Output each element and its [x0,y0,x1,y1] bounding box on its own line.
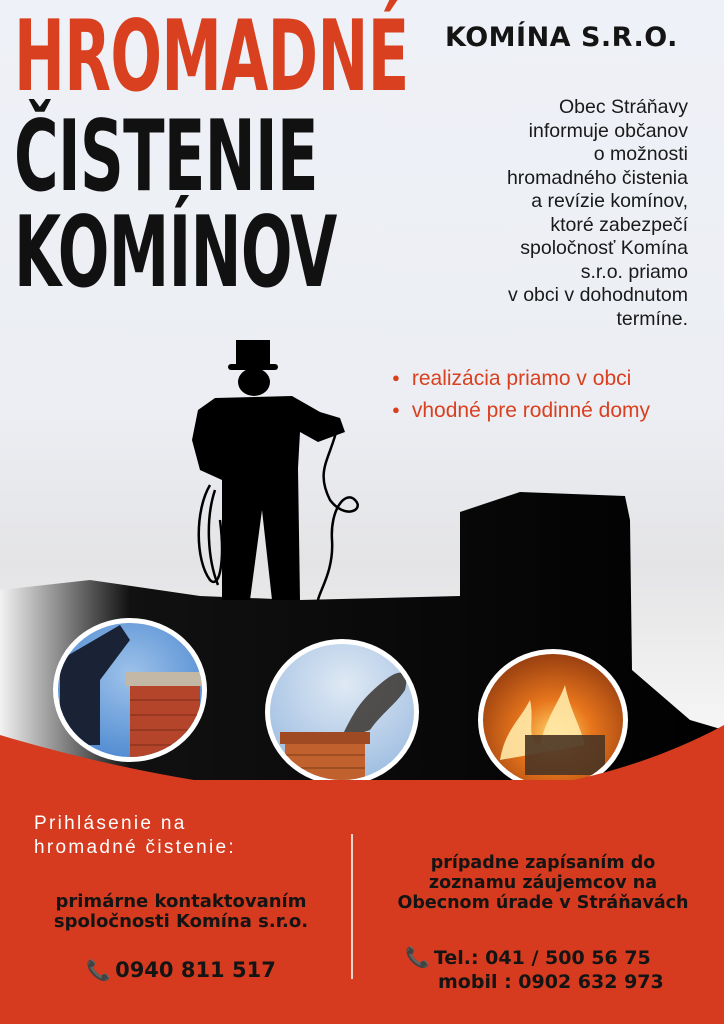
intro-line: informuje občanov [528,119,688,142]
title-line-3: KOMÍNOV [14,196,337,310]
secondary-contact-text [362,853,724,913]
primary-contact-line: primárne kontaktovaním [55,891,307,912]
primary-contact-line: spoločnosti Komína s.r.o. [53,911,309,932]
feature-item: ● vhodné pre rodinné domy [392,394,650,426]
secondary-contact-line: prípadne zapísaním do [430,853,656,873]
intro-line: hromadného čistenia [506,166,688,189]
secondary-contact-line: zoznamu záujemcov na [428,873,658,893]
office-phones [405,945,664,994]
registration-heading-line: Prihlásenie na [34,813,187,834]
intro-line: ktoré zabezpečí [550,213,688,236]
intro-line: Obec Stráňavy [559,96,688,118]
registration-heading [34,812,236,860]
brand-logo-text: KOMÍNA S.R.O. [445,22,678,53]
title-line-1: HROMADNÉ [14,0,409,114]
footer-divider [351,834,353,979]
company-phone [0,958,362,982]
company-phone-number[interactable]: 0940 811 517 [115,958,276,982]
registration-heading-line: hromadné čistenie: [34,837,236,858]
primary-contact-text [0,892,362,932]
sweep-silhouette [192,340,345,600]
secondary-contact-line: Obecnom úrade v Stráňavách [397,893,689,913]
intro-text [428,96,688,331]
feature-item: ● realizácia priamo v obci [392,362,650,394]
title-line-2: ČISTENIE [14,100,318,214]
intro-line: a revízie komínov, [531,190,688,212]
intro-line: v obci v dohodnutom [508,284,688,306]
phone-icon: 📞 [86,958,112,982]
office-tel[interactable]: Tel.: 041 / 500 56 75 [433,947,651,969]
intro-line: s.r.o. priamo [580,260,688,283]
phone-icon: 📞 [405,945,430,969]
intro-line: spoločnosť Komína [520,237,688,259]
intro-line: o možnosti [593,143,688,165]
intro-line: termíne. [616,307,688,330]
chimney-sweep-scene [0,330,724,830]
office-mobile[interactable]: mobil : 0902 632 973 [438,971,664,993]
